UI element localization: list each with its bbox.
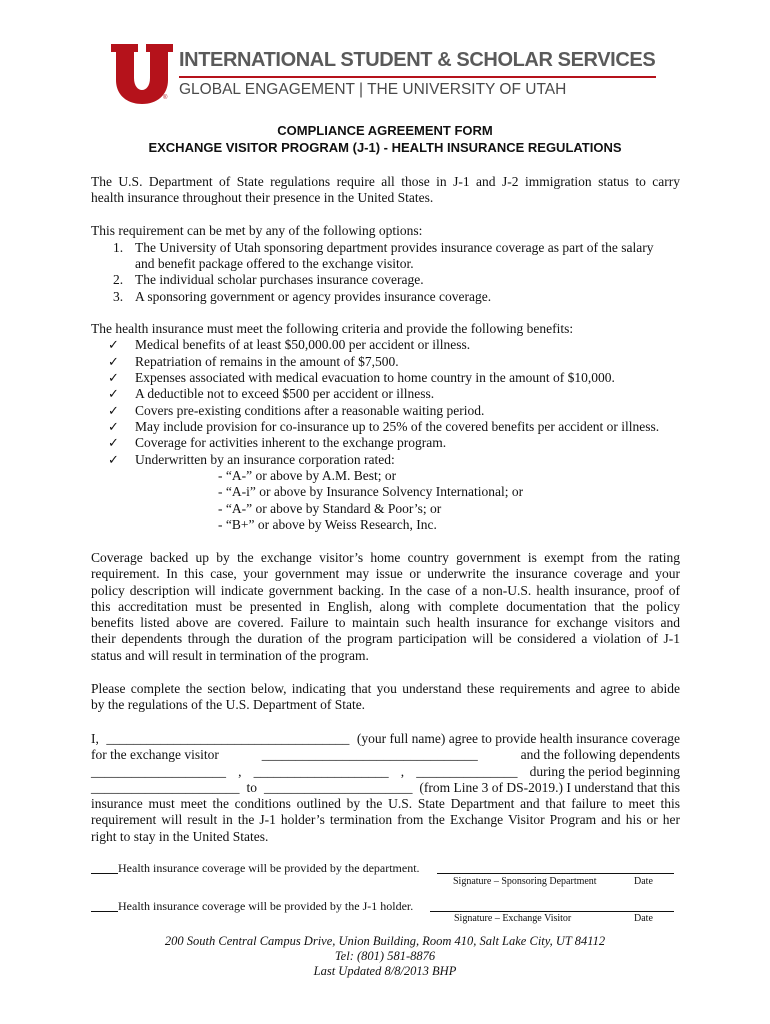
criteria-item: Underwritten by an insurance corporation rated:	[135, 452, 395, 467]
intro-line: The U.S. Department of State regulations require all those in J-1 and J-2 immigration status to carry	[91, 174, 680, 189]
registered-mark: ®	[163, 95, 168, 101]
department-date-label: Date	[634, 876, 653, 887]
option-text: A sponsoring government or agency provides insurance coverage.	[135, 289, 492, 304]
criteria-lead: The health insurance must meet the following criteria and provide the following benefits:	[91, 321, 574, 336]
paragraph-line: requirement. In this case, your government may issue or underwrite the insurance coverage and your	[91, 566, 680, 582]
criteria-item: Repatriation of remains in the amount of $7,500.	[135, 354, 399, 369]
option-number: 2.	[113, 272, 124, 287]
dependent-blank-2[interactable]: ____________________	[253, 763, 389, 779]
criteria-item: Coverage for activities inherent to the exchange program.	[135, 435, 447, 450]
checkmark-icon: ✓	[108, 403, 119, 418]
letterhead-divider	[179, 76, 656, 78]
agreement-text: ,	[400, 763, 405, 779]
dependent-blank-1[interactable]: ____________________	[91, 763, 226, 779]
paragraph-line: by the regulations of the U.S. Department of State.	[91, 697, 366, 713]
checkmark-icon: ✓	[108, 354, 119, 369]
options-lead: This requirement can be met by any of the following options:	[91, 223, 423, 238]
agreement-line	[91, 747, 680, 763]
department-option-text: Health insurance coverage will be provided by the department.	[118, 861, 420, 875]
rating-item: - “A-i” or above by Insurance Solvency International; or	[218, 484, 524, 499]
exchange-visitor-blank[interactable]: ________________________________	[261, 747, 478, 763]
intro-line: health insurance throughout their presence in the United States.	[91, 190, 434, 206]
checkmark-icon: ✓	[108, 435, 119, 450]
checkmark-icon: ✓	[108, 452, 119, 467]
intro-paragraph	[91, 174, 680, 207]
paragraph-line: their dependents through the duration of the program participation will be considered a violation of J-1	[91, 631, 680, 647]
agreement-line	[91, 731, 680, 747]
paragraph-line: benefits listed above are covered. Failure to maintain such health insurance for exchange visitors and	[91, 615, 680, 631]
criteria-item: A deductible not to exceed $500 per accident or illness.	[135, 386, 435, 401]
criteria-item: Medical benefits of at least $50,000.00 per accident or illness.	[135, 337, 471, 352]
footer-telephone: Tel: (801) 581-8876	[334, 949, 436, 963]
checkmark-icon: ✓	[108, 337, 119, 352]
full-name-blank[interactable]: ____________________________________	[106, 731, 350, 746]
checkmark-icon: ✓	[108, 386, 119, 401]
rating-item: - “A-” or above by Standard & Poor’s; or	[218, 501, 442, 516]
option-text: The University of Utah sponsoring department provides insurance coverage as part of the salary	[135, 240, 654, 255]
footer-last-updated: Last Updated 8/8/2013 BHP	[313, 964, 457, 978]
department-signature-line[interactable]	[437, 873, 674, 874]
holder-signature-line[interactable]	[430, 911, 674, 912]
agreement-text: during the period beginning	[529, 763, 680, 779]
holder-signature-label: Signature – Exchange Visitor	[454, 913, 572, 924]
coverage-paragraph	[91, 550, 680, 664]
option-text: The individual scholar purchases insurance coverage.	[135, 272, 424, 287]
department-signature-label: Signature – Sponsoring Department	[453, 876, 597, 887]
agreement-line	[91, 780, 680, 796]
holder-checkbox-blank[interactable]	[91, 911, 118, 912]
rating-item: - “A-” or above by A.M. Best; or	[218, 468, 397, 483]
agreement-text: for the exchange visitor	[91, 747, 219, 763]
footer-address: 200 South Central Campus Drive, Union Building, Room 410, Salt Lake City, UT 84112	[164, 934, 606, 948]
option-text: and benefit package offered to the exchange visitor.	[135, 256, 414, 271]
paragraph-line: status and will result in termination of the program.	[91, 647, 369, 663]
holder-option-text: Health insurance coverage will be provided by the J-1 holder.	[118, 899, 414, 913]
form-title: COMPLIANCE AGREEMENT FORM	[277, 123, 493, 138]
org-subtitle: GLOBAL ENGAGEMENT | THE UNIVERSITY OF UTAH	[179, 81, 567, 98]
agreement-line	[91, 764, 680, 780]
agreement-text: ,	[238, 763, 242, 779]
paragraph-line: this accreditation must be presented in English, along with complete documentation that the policy	[91, 598, 680, 614]
criteria-item: Covers pre-existing conditions after a reasonable waiting period.	[135, 403, 485, 418]
agreement-text: to	[246, 779, 257, 795]
agreement-text: I,	[91, 731, 99, 746]
criteria-item: May include provision for co-insurance up to 25% of the covered benefits per accident or illness.	[135, 419, 660, 434]
option-number: 3.	[113, 289, 124, 304]
agreement-text: (your full name) agree to provide health insurance coverage	[356, 731, 680, 746]
criteria-item: Expenses associated with medical evacuation to home country in the amount of $10,000.	[135, 370, 615, 385]
agreement-line: insurance must meet the conditions outlined by the U.S. State Department and that failure to meet this	[91, 796, 680, 812]
paragraph-line: Coverage backed up by the exchange visitor’s home country government is exempt from the rating	[91, 550, 680, 565]
period-start-blank[interactable]: ______________________	[91, 779, 240, 795]
please-paragraph	[91, 681, 680, 714]
paragraph-line: Please complete the section below, indicating that you understand these requirements and agree to abide	[91, 681, 680, 696]
org-name: INTERNATIONAL STUDENT & SCHOLAR SERVICES	[179, 49, 656, 71]
checkmark-icon: ✓	[108, 370, 119, 385]
agreement-section	[91, 731, 680, 845]
holder-date-label: Date	[634, 913, 653, 924]
paragraph-line: policy description will indicate government backing. In the case of a non-U.S. health insurance, proof of	[91, 582, 680, 598]
option-number: 1.	[113, 240, 124, 255]
dependent-blank-3[interactable]: _______________	[416, 763, 518, 779]
agreement-text: and the following dependents	[520, 747, 680, 763]
department-checkbox-blank[interactable]	[91, 873, 118, 874]
rating-item: - “B+” or above by Weiss Research, Inc.	[218, 517, 437, 532]
form-subtitle: EXCHANGE VISITOR PROGRAM (J-1) - HEALTH INSURANCE REGULATIONS	[148, 140, 622, 155]
period-end-blank[interactable]: ______________________	[263, 779, 413, 795]
agreement-text: (from Line 3 of DS-2019.) I understand that this	[419, 779, 680, 795]
checkmark-icon: ✓	[108, 419, 119, 434]
agreement-line: requirement will result in the J-1 holder’s termination from the Exchange Visitor Program and his or her	[91, 812, 680, 828]
agreement-line: right to stay in the United States.	[91, 828, 269, 844]
